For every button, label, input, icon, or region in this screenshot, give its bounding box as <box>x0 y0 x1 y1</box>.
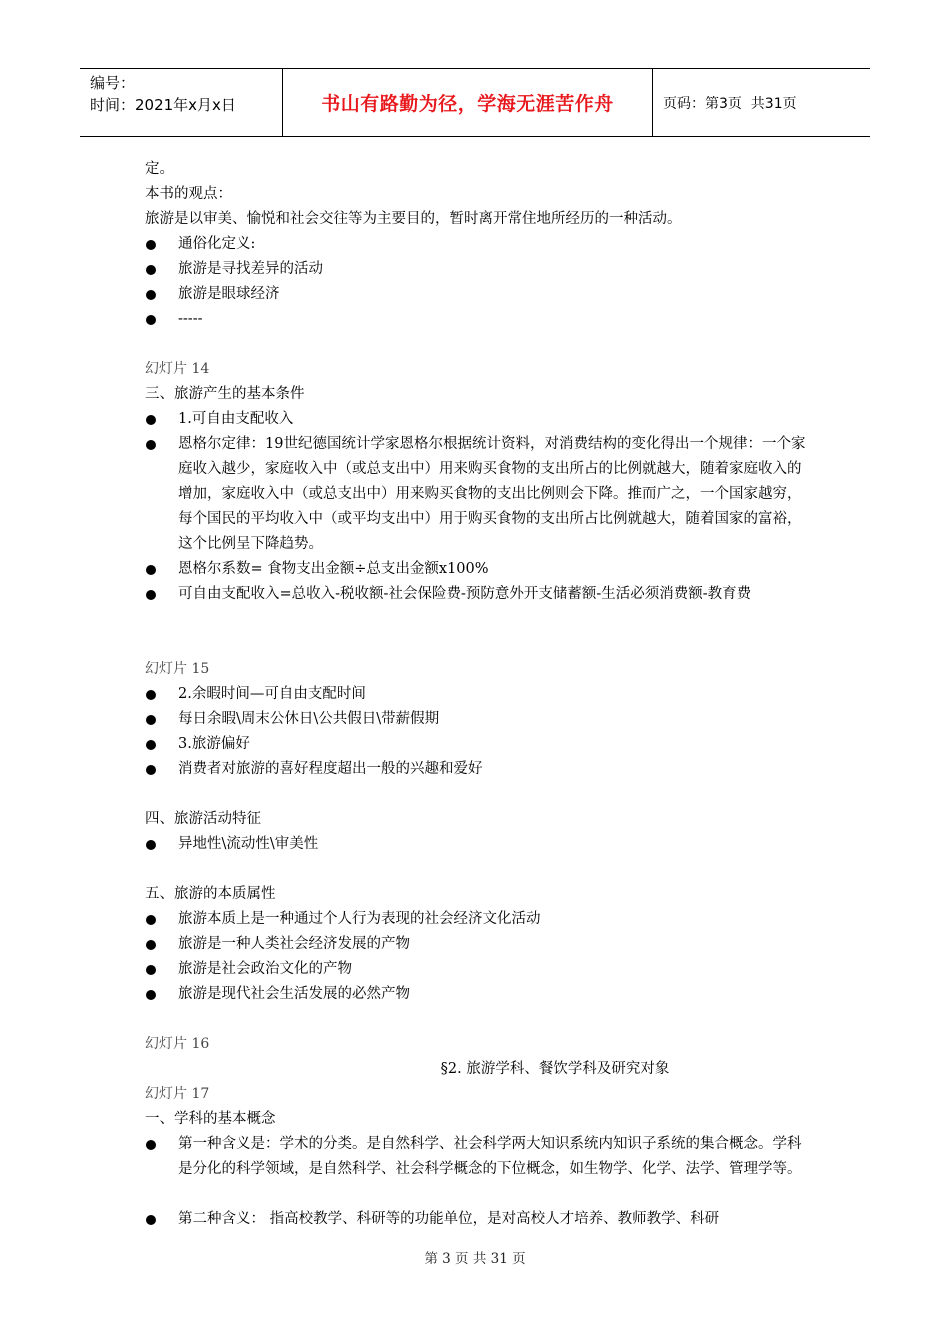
bullet-icon <box>146 940 156 950</box>
bullet-icon <box>146 265 156 275</box>
bullet-icon <box>146 765 156 775</box>
header-number: 编号： <box>90 74 136 92</box>
list-item: 通俗化定义: <box>145 232 815 257</box>
section-heading: 三、旅游产生的基本条件 <box>145 386 305 402</box>
document-body <box>145 157 815 1232</box>
bullet-icon <box>146 240 156 250</box>
header-page-number: 页码：第3页 共31页 <box>663 95 797 112</box>
list-item: 第二种含义： 指高校教学、科研等的功能单位，是对高校人才培养、教师教学、科研 <box>145 1207 815 1232</box>
bullet-icon <box>146 1215 156 1225</box>
list-item: 旅游是社会政治文化的产物 <box>145 957 815 982</box>
slide-label: 幻灯片 16 <box>145 1036 210 1052</box>
list-item: 第一种含义是：学术的分类。是自然科学、社会科学两大知识系统内知识子系统的集合概念。学科是分化的科学领域，是自然科学、社会科学概念的下位概念，如生物学、化学、法学、管理学等。 <box>145 1132 815 1207</box>
bullet-icon <box>146 415 156 425</box>
bullet-icon <box>146 290 156 300</box>
bullet-icon <box>146 840 156 850</box>
section-heading: 四、旅游活动特征 <box>145 811 261 827</box>
bullet-icon <box>146 965 156 975</box>
section-heading: 一、学科的基本概念 <box>145 1111 276 1127</box>
list-item: 1.可自由支配收入 <box>145 407 815 432</box>
page-footer <box>0 1247 950 1267</box>
paragraph: 定。 <box>145 161 174 177</box>
section-heading: 五、旅游的本质属性 <box>145 886 276 902</box>
list-item: 旅游是一种人类社会经济发展的产物 <box>145 932 815 957</box>
bullet-icon <box>146 990 156 1000</box>
paragraph: 旅游是以审美、愉悦和社会交往等为主要目的，暂时离开常住地所经历的一种活动。 <box>145 211 682 227</box>
bullet-icon <box>146 590 156 600</box>
list-item: ----- <box>145 307 815 332</box>
bullet-icon <box>146 690 156 700</box>
list-item: 恩格尔系数= 食物支出金额÷总支出金额x100% <box>145 557 815 582</box>
list-item: 旅游是眼球经济 <box>145 282 815 307</box>
list-item: 2.余暇时间—可自由支配时间 <box>145 682 815 707</box>
page-header <box>80 68 870 137</box>
list-item: 可自由支配收入=总收入-税收额-社会保险费-预防意外开支储蓄额-生活必须消费额-教育费 <box>145 582 815 632</box>
bullet-icon <box>146 740 156 750</box>
header-page-cell <box>653 69 870 136</box>
header-date: 时间：2021年x月x日 <box>90 96 236 114</box>
list-item: 3.旅游偏好 <box>145 732 815 757</box>
list-item: 异地性\流动性\审美性 <box>145 832 815 857</box>
bullet-icon <box>146 915 156 925</box>
list-item: 旅游是现代社会生活发展的必然产物 <box>145 982 815 1007</box>
slide-label: 幻灯片 14 <box>145 361 210 377</box>
bullet-icon <box>146 315 156 325</box>
header-motto: 书山有路勤为径，学海无涯苦作舟 <box>283 69 653 136</box>
bullet-icon <box>146 715 156 725</box>
slide-label: 幻灯片 17 <box>145 1086 210 1102</box>
list-item: 消费者对旅游的喜好程度超出一般的兴趣和爱好 <box>145 757 815 782</box>
bullet-icon <box>146 440 156 450</box>
bullet-icon <box>146 1140 156 1150</box>
list-item: 每日余暇\周末公休日\公共假日\带薪假期 <box>145 707 815 732</box>
list-item: 恩格尔定律：19世纪德国统计学家恩格尔根据统计资料，对消费结构的变化得出一个规律：一个家庭收入越少，家庭收入中（或总支出中）用来购买食物的支出所占的比例就越大，随着家庭收入的增加，家庭收入中（或总支出中）用来购买食物的支出比例则会下降。推而广之，一个国家越穷，每个国民的平均收入中（或平均支出中）用于购买食物的支出所占比例就越大，随着国家的富裕，这个比例呈下降趋势。 <box>145 432 815 557</box>
slide-label: 幻灯片 15 <box>145 661 210 677</box>
list-item: 旅游是寻找差异的活动 <box>145 257 815 282</box>
header-info-cell <box>80 69 283 136</box>
list-item: 旅游本质上是一种通过个人行为表现的社会经济文化活动 <box>145 907 815 932</box>
chapter-heading: §2. 旅游学科、餐饮学科及研究对象 <box>440 1061 670 1077</box>
footer-page-number: 第 3 页 共 31 页 <box>424 1251 526 1267</box>
bullet-icon <box>146 565 156 575</box>
paragraph: 本书的观点： <box>145 186 232 202</box>
